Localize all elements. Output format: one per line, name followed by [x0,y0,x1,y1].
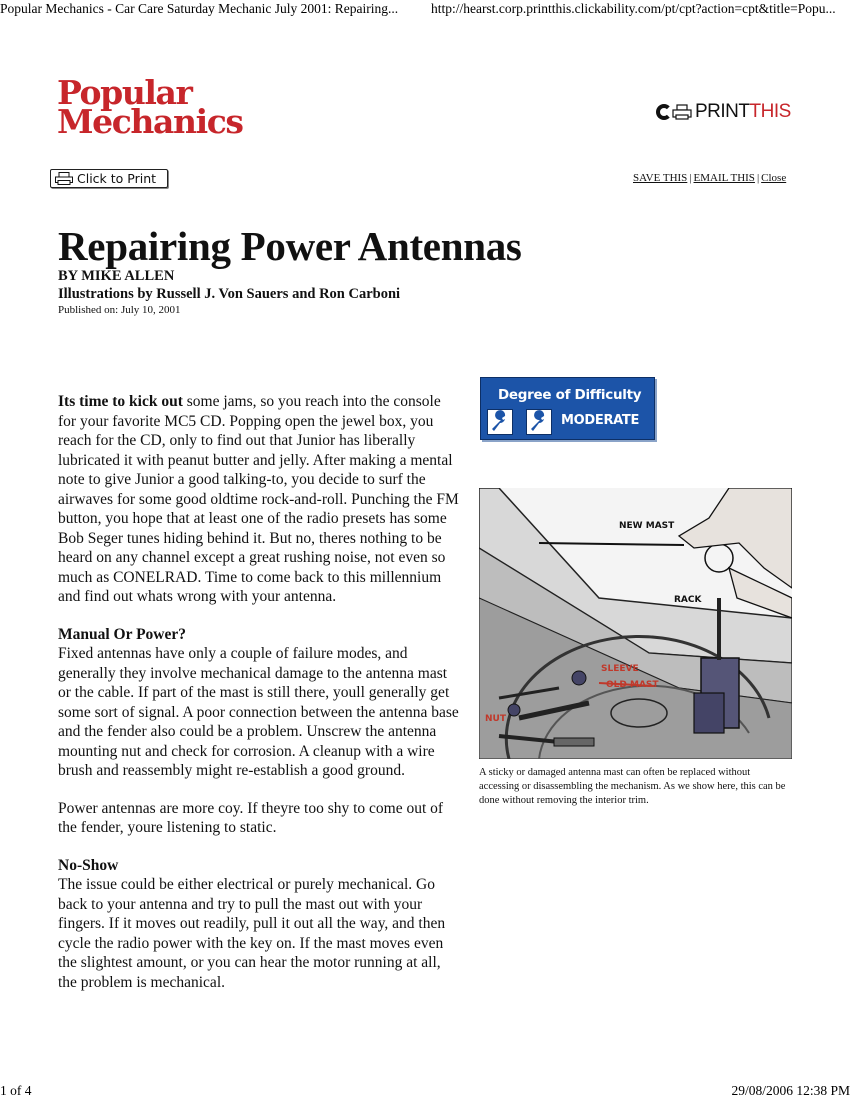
print-datetime: 29/08/2006 12:38 PM [731,1083,850,1098]
print-header-url: http://hearst.corp.printthis.clickability.com/pt/cpt?action=cpt&title=Popu... [431,1,836,16]
article-illustrators: Illustrations by Russell J. Von Sauers and Ron Carboni [58,286,401,302]
label-nut: NUT [485,714,506,724]
article-title: Repairing Power Antennas [58,223,522,269]
intro-lead: Its time to kick out [58,393,183,410]
section-heading: No-Show [58,856,119,874]
printthis-print-word: PRINT [695,101,750,122]
popular-mechanics-logo[interactable] [57,73,243,141]
published-date: Published on: July 10, 2001 [58,304,181,316]
antenna-repair-illustration [479,488,792,759]
print-header-title: Popular Mechanics - Car Care Saturday Mechanic July 2001: Repairing... [0,1,399,16]
printthis-this-word: THIS [749,101,791,122]
page-count: 1 of 4 [0,1083,32,1098]
wrench-icon [487,409,513,435]
printthis-logo [656,101,791,123]
link-separator: | [689,172,692,184]
email-this-link[interactable]: EMAIL THIS [693,172,755,184]
label-old-mast: OLD MAST [606,680,659,690]
degree-of-difficulty-badge [480,377,655,440]
close-link[interactable]: Close [761,172,787,184]
logo-line-1: Popular [57,73,192,112]
logo-line-2: Mechanics [57,102,243,141]
label-sleeve: SLEEVE [601,664,639,674]
difficulty-title: Degree of Difficulty [498,387,642,403]
printer-icon [672,104,692,120]
power-antennas-paragraph: Power antennas are more coy. If theyre too shy to come out of the fender, youre listening to static. [58,799,444,836]
difficulty-level: MODERATE [561,413,640,428]
label-rack: RACK [674,595,702,605]
clickability-c-icon [656,104,672,120]
click-to-print-label: Click to Print [77,171,157,186]
save-this-link[interactable]: SAVE THIS [633,172,688,184]
intro-text: some jams, so you reach into the console for your favorite MC5 CD. Popping open the jewel box, you reach for the CD, only to find out that Junior has liberally lubricated it with peanut butter and jelly. After making a mental note to give Junior a good talking-to, you decide to surf the airwaves for some good oldtime rock-and-roll. Punching the FM button, you hope that at least one of the radio presets has some Bob Seger tunes hiding behind it. But no, theres nothing to be heard on any channel except a great rushing noise, not even so much as CONELRAD. Time to come back to this millennium and find out whats wrong with your antenna. [58,393,459,605]
section-no-show [58,856,460,993]
section-text: Fixed antennas have only a couple of failure modes, and generally they involve mechanical damage to the antenna mast or the cable. If part of the mast is still there, youll generally get some sort of signal. A poor connection between the antenna base and the fender also could be a problem. Unscrew the antenna mounting nut and check for corrosion. A cleanup with a wire brush and reassembly might re-establish a good ground. [58,645,459,779]
link-separator: | [756,172,760,184]
printer-icon [55,172,73,185]
article-body [58,392,460,1010]
article-tools [633,172,786,184]
article-byline: BY MIKE ALLEN [58,268,175,284]
click-to-print-button[interactable] [50,169,168,188]
section-text: The issue could be either electrical or purely mechanical. Go back to your antenna and try to pull the mast out with your fingers. If it moves out readily, pull it out all the way, and then cycle the radio power with the key on. If the mast moves even the slightest amount, or you can hear the motor running at all, the problem is mechanical. [58,876,446,991]
intro-paragraph [58,392,460,607]
section-manual-or-power [58,625,460,781]
label-new-mast: NEW MAST [619,521,675,531]
illustration-caption: A sticky or damaged antenna mast can often be replaced without accessing or disassembling the mechanism. As we show here, this can be done without removing the interior trim. [479,767,786,806]
wrench-icon [526,409,552,435]
section-heading: Manual Or Power? [58,625,187,643]
